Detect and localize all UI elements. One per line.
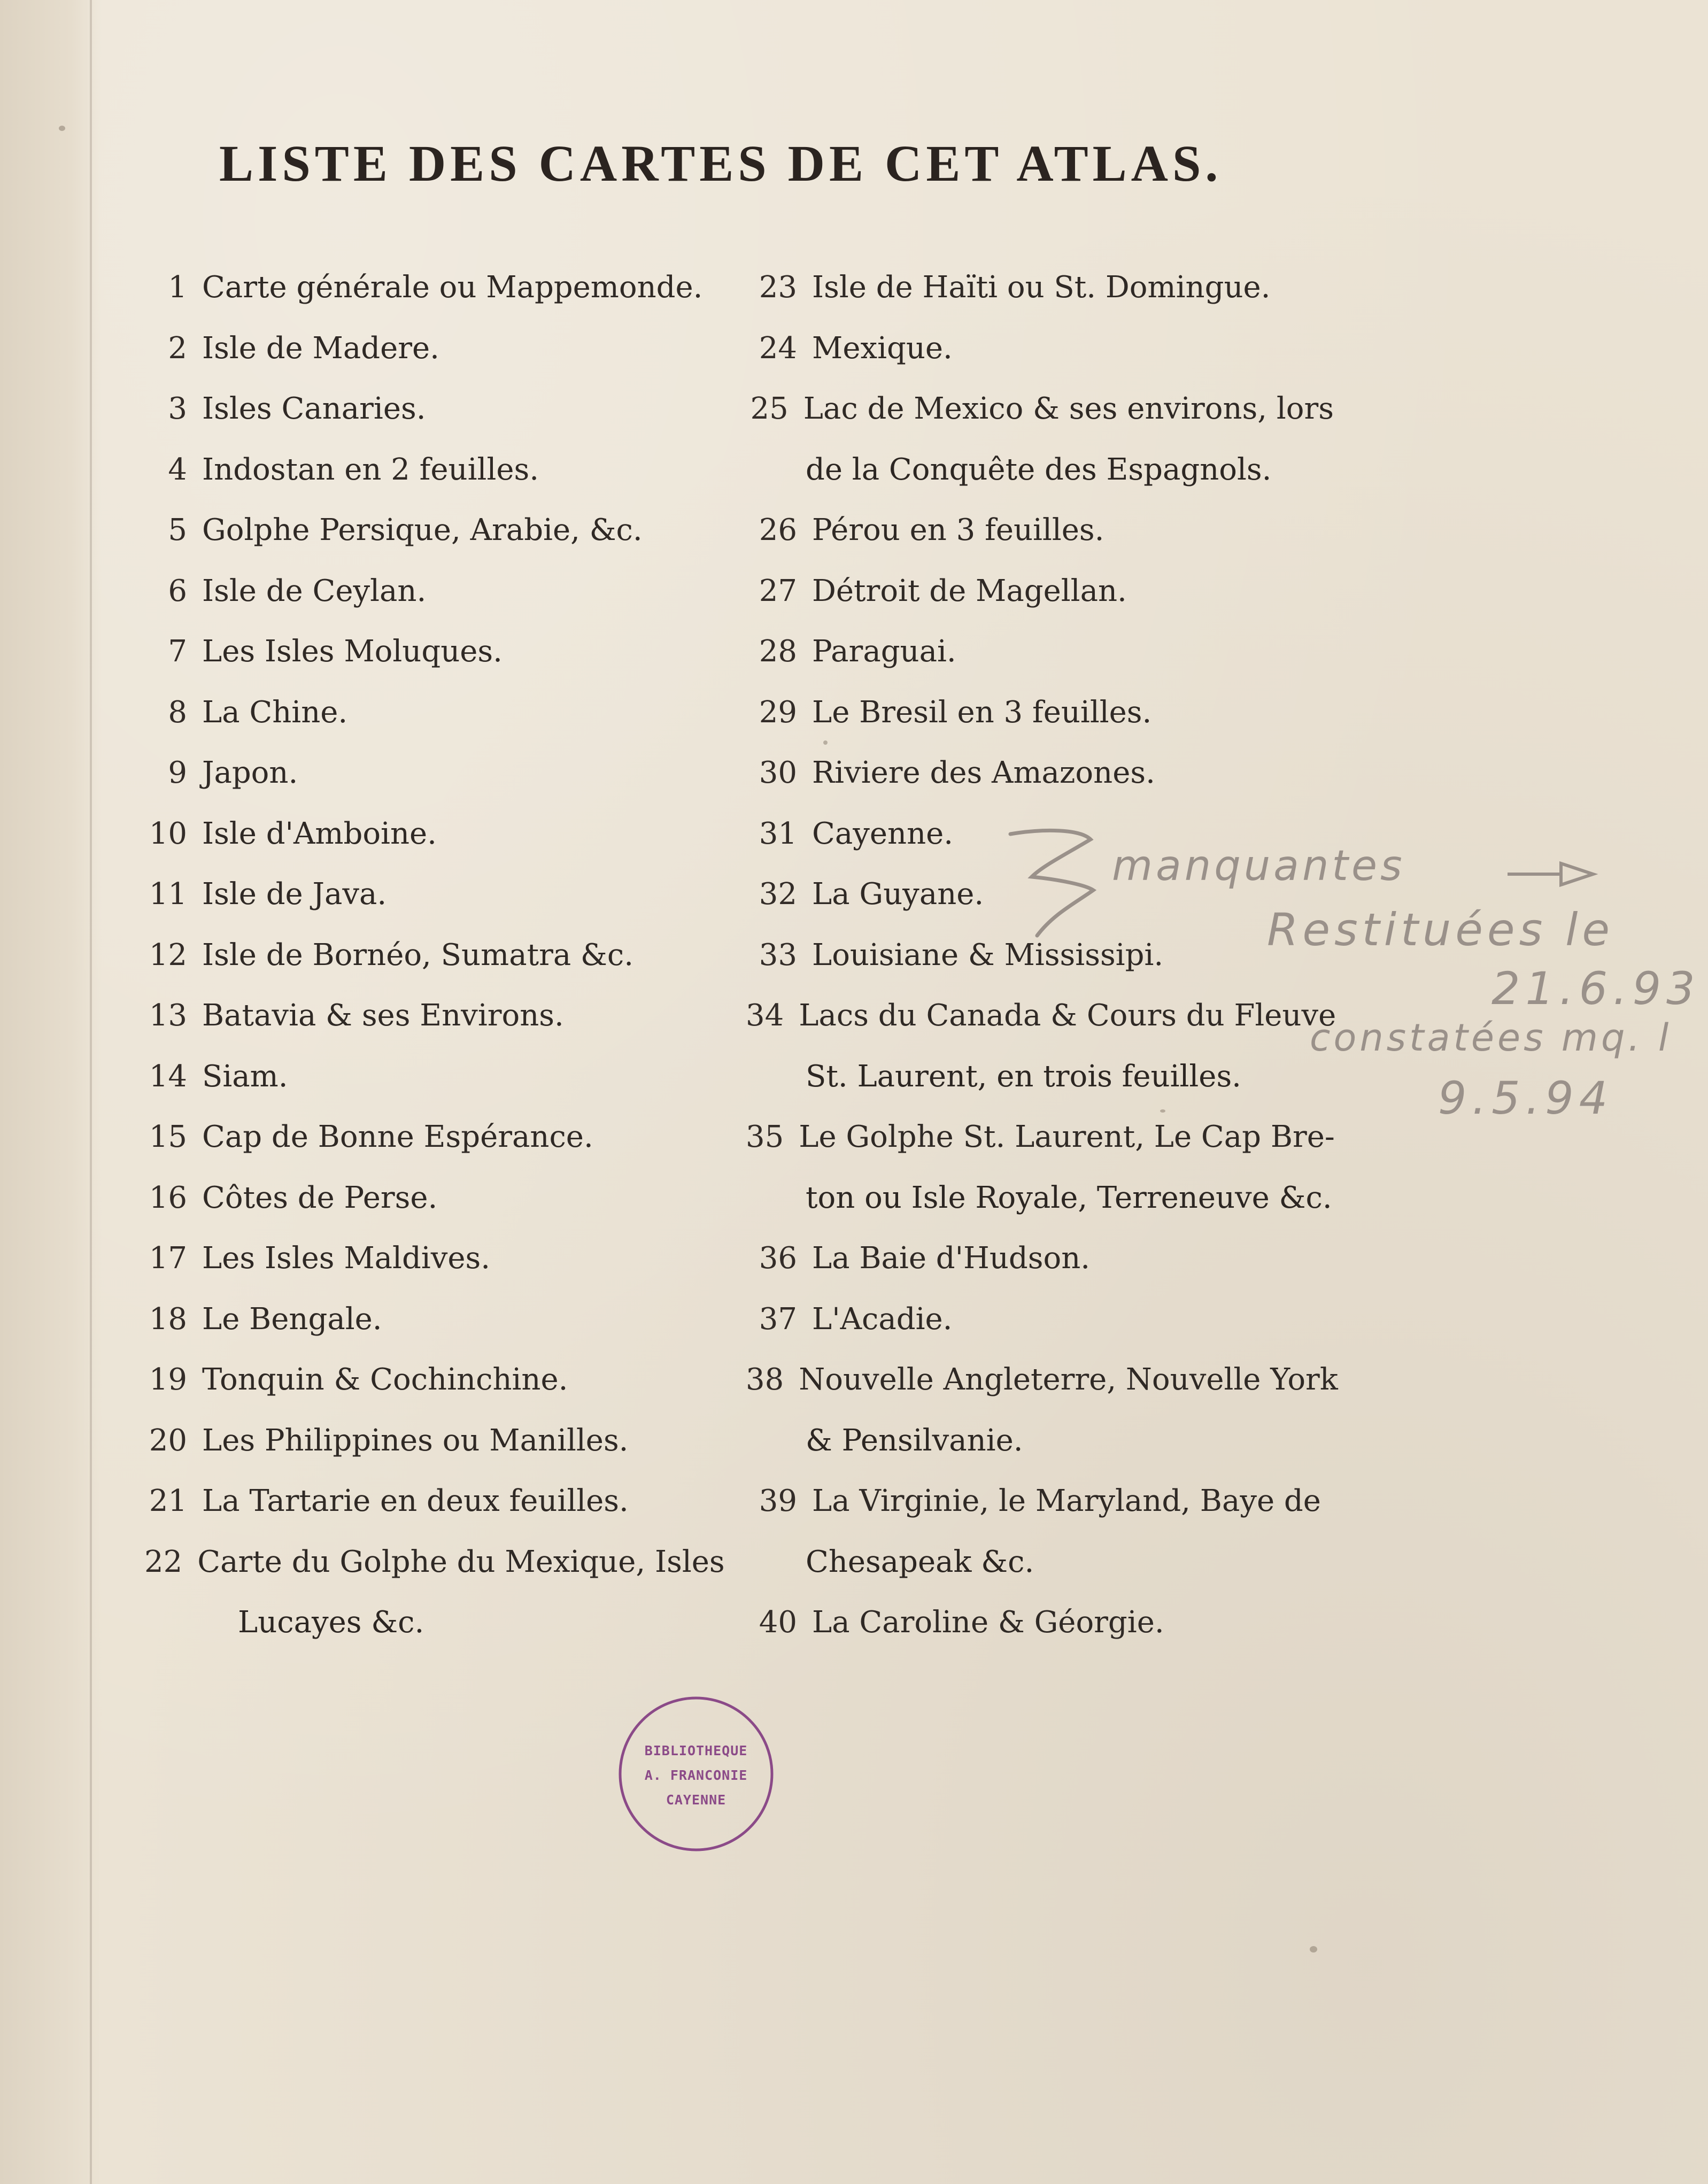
map-entry	[746, 634, 1334, 695]
stamp-line-1: BIBLIOTHEQUE	[644, 1743, 748, 1758]
map-number: 34	[746, 998, 784, 1033]
map-entry	[144, 1241, 722, 1302]
map-number: 37	[759, 1301, 797, 1337]
map-title: Côtes de Perse.	[202, 1180, 438, 1215]
left-map-list	[144, 270, 725, 1666]
map-title: Nouvelle Angleterre, Nouvelle York	[799, 1362, 1338, 1397]
ink-speck	[1310, 1946, 1317, 1953]
map-number: 29	[759, 694, 797, 730]
map-title: Golphe Persique, Arabie, &c.	[202, 513, 643, 547]
map-title: Isle de Bornéo, Sumatra &c.	[202, 937, 634, 973]
ink-speck	[59, 126, 65, 131]
right-map-list	[746, 270, 1338, 1666]
map-title: Isle de Java.	[202, 877, 387, 912]
map-number: 2	[168, 330, 187, 366]
page-gutter	[0, 0, 102, 2184]
map-entry	[144, 1423, 722, 1484]
map-title: L'Acadie.	[812, 1301, 953, 1337]
map-number: 7	[168, 634, 187, 669]
map-title: Paraguai.	[812, 634, 956, 669]
map-title-continuation: ton ou Isle Royale, Terreneuve &c.	[806, 1180, 1332, 1215]
map-entry	[746, 1302, 1334, 1363]
map-entry	[746, 695, 1334, 756]
map-title: Le Bengale.	[202, 1301, 382, 1337]
map-title: Carte générale ou Mappemonde.	[202, 270, 703, 305]
map-title: Japon.	[202, 755, 298, 790]
map-title: Isle de Haïti ou St. Domingue.	[812, 270, 1271, 305]
map-number: 22	[144, 1544, 183, 1579]
map-entry	[746, 1362, 1338, 1423]
map-title: Isle d'Amboine.	[202, 816, 437, 851]
map-title: Louisiane & Mississipi.	[812, 937, 1164, 973]
stamp-line-2: A. FRANCONIE	[644, 1768, 748, 1783]
map-entry	[746, 513, 1334, 574]
map-number: 14	[149, 1059, 187, 1094]
map-title: Riviere des Amazones.	[812, 755, 1155, 790]
map-entry	[746, 1120, 1334, 1180]
map-title: Tonquin & Cochinchine.	[202, 1362, 568, 1397]
map-entry	[746, 1241, 1334, 1302]
map-entry	[144, 331, 722, 392]
map-number: 32	[759, 877, 797, 912]
map-number: 3	[168, 391, 187, 426]
stamp-line-3: CAYENNE	[666, 1792, 727, 1808]
map-title-continuation: Chesapeak &c.	[806, 1544, 1034, 1579]
map-number: 11	[149, 877, 187, 912]
map-number: 19	[149, 1362, 187, 1397]
map-number: 10	[149, 816, 187, 851]
map-number: 26	[759, 513, 797, 547]
map-entry	[746, 938, 1334, 999]
map-title: Les Isles Moluques.	[202, 634, 503, 669]
map-entry	[746, 1484, 1334, 1545]
pencil-brace-icon	[1000, 823, 1117, 946]
map-title: Lac de Mexico & ses environs, lors	[803, 391, 1334, 426]
page-title: LISTE DES CARTES DE CET ATLAS.	[219, 135, 1223, 192]
map-title: Cap de Bonne Espérance.	[202, 1120, 593, 1154]
map-number: 39	[759, 1484, 797, 1518]
map-number: 5	[168, 513, 187, 547]
map-title: Détroit de Magellan.	[812, 573, 1127, 608]
map-title: La Chine.	[202, 694, 348, 730]
map-number: 24	[759, 330, 797, 366]
map-title: La Baie d'Hudson.	[812, 1241, 1091, 1276]
pencil-note-missing: manquantes	[1112, 842, 1405, 890]
map-entry	[144, 574, 722, 635]
map-title: La Tartarie en deux feuilles.	[202, 1484, 629, 1518]
map-entry	[746, 755, 1334, 816]
map-title: Lacs du Canada & Cours du Fleuve	[799, 998, 1336, 1033]
map-number: 4	[168, 452, 187, 487]
map-entry	[144, 1120, 722, 1180]
map-entry	[746, 998, 1334, 1059]
map-title: Mexique.	[812, 330, 953, 366]
map-title: Indostan en 2 feuilles.	[202, 452, 539, 487]
map-title: Batavia & ses Environs.	[202, 998, 564, 1033]
map-title: Le Golphe St. Laurent, Le Cap Bre-	[799, 1120, 1335, 1154]
map-entry	[144, 270, 722, 331]
map-number: 25	[750, 391, 789, 426]
map-entry	[144, 391, 722, 452]
map-entry	[144, 695, 722, 756]
map-entry	[746, 391, 1334, 452]
map-title: Le Bresil en 3 feuilles.	[812, 694, 1152, 730]
pencil-arrow-icon	[1502, 858, 1609, 890]
pencil-note-observed: constatées mq. l	[1310, 1016, 1672, 1060]
map-title: Carte du Golphe du Mexique, Isles	[197, 1544, 725, 1579]
map-title-continuation: Lucayes &c.	[238, 1605, 424, 1640]
map-title: La Virginie, le Maryland, Baye de	[812, 1484, 1321, 1518]
map-entry	[144, 1302, 722, 1363]
pencil-note-date-1: 21.6.93	[1491, 962, 1701, 1015]
map-title-continuation: St. Laurent, en trois feuilles.	[806, 1059, 1241, 1094]
map-number: 23	[759, 270, 797, 305]
map-number: 8	[168, 694, 187, 730]
map-title: Les Isles Maldives.	[202, 1241, 491, 1276]
map-entry	[746, 574, 1334, 635]
map-number: 33	[759, 937, 797, 973]
map-title: Pérou en 3 feuilles.	[812, 513, 1104, 547]
map-title-continuation: & Pensilvanie.	[806, 1423, 1023, 1458]
map-title: Isle de Ceylan.	[202, 573, 427, 608]
map-number: 36	[759, 1241, 797, 1276]
map-number: 40	[759, 1605, 797, 1640]
map-title: La Guyane.	[812, 877, 984, 912]
map-entry	[144, 877, 722, 938]
map-number: 30	[759, 755, 797, 790]
map-entry	[746, 1605, 1334, 1666]
map-number: 6	[168, 573, 187, 608]
map-number: 12	[149, 937, 187, 973]
map-entry	[144, 452, 722, 513]
map-number: 21	[149, 1484, 187, 1518]
map-title: Cayenne.	[812, 816, 954, 851]
pencil-note-date-2: 9.5.94	[1438, 1072, 1613, 1124]
map-number: 17	[149, 1241, 187, 1276]
map-entry	[144, 1484, 722, 1545]
map-number: 1	[168, 270, 187, 305]
map-entry	[144, 634, 722, 695]
map-entry	[144, 1180, 722, 1241]
binding-line	[90, 0, 92, 2184]
map-title: Les Philippines ou Manilles.	[202, 1423, 629, 1458]
map-number: 20	[149, 1423, 187, 1458]
map-entry	[144, 1362, 722, 1423]
map-title: Isle de Madere.	[202, 330, 439, 366]
pencil-note-restored: Restituées le	[1267, 904, 1614, 956]
map-number: 18	[149, 1301, 187, 1337]
map-entry	[144, 1544, 725, 1606]
map-entry	[746, 331, 1334, 392]
map-entry	[144, 938, 722, 999]
map-number: 31	[759, 816, 797, 851]
map-entry	[144, 998, 722, 1059]
map-number: 27	[759, 573, 797, 608]
map-number: 28	[759, 634, 797, 669]
map-entry	[144, 513, 722, 574]
map-title: La Caroline & Géorgie.	[812, 1605, 1164, 1640]
map-entry	[144, 755, 722, 816]
map-number: 16	[149, 1180, 187, 1215]
map-number: 15	[149, 1120, 187, 1154]
map-number: 13	[149, 998, 187, 1033]
map-entry	[144, 1059, 722, 1120]
map-number: 9	[168, 755, 187, 790]
map-title: Isles Canaries.	[202, 391, 426, 426]
map-title-continuation: de la Conquête des Espagnols.	[806, 452, 1272, 487]
map-number: 38	[746, 1362, 784, 1397]
map-entry	[746, 270, 1334, 331]
map-number: 35	[746, 1120, 784, 1154]
map-title: Siam.	[202, 1059, 288, 1094]
library-stamp	[616, 1694, 776, 1854]
map-entry	[144, 816, 722, 877]
